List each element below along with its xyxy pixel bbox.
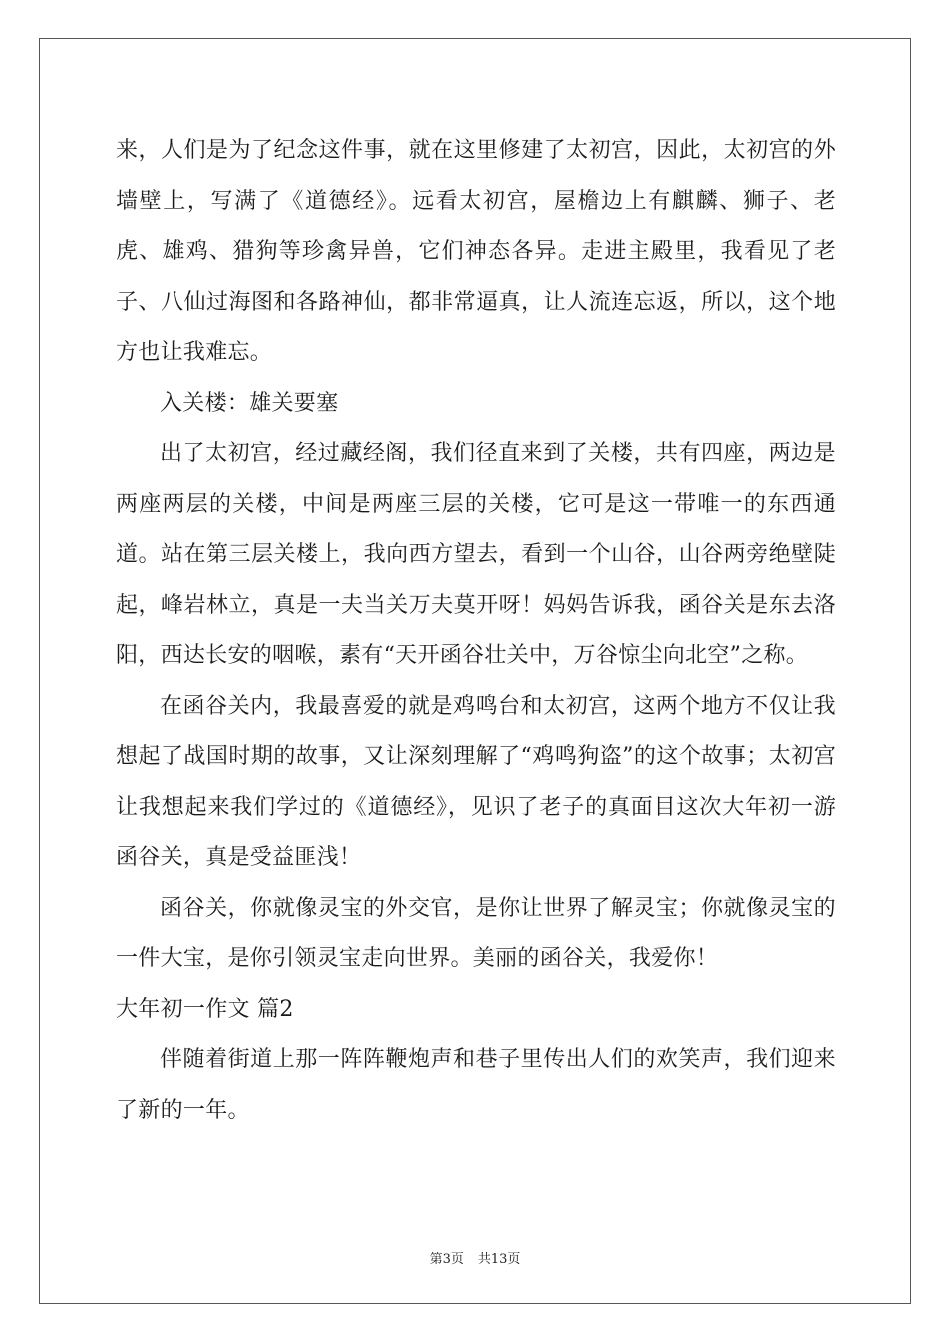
paragraph: 函谷关，你就像灵宝的外交官，是你让世界了解灵宝；你就像灵宝的一件大宝，是你引领灵宝走向世界。美丽的函谷关，我爱你！: [116, 895, 836, 971]
page-footer: [0, 1248, 950, 1267]
paragraph-continued: 来，人们是为了纪念这件事，就在这里修建了太初宫，因此，太初宫的外墙壁上，写满了《道德经》。远看太初宫，屋檐边上有麒麟、狮子、老虎、雄鸡、猎狗等珍禽异兽，它们神态各异。走进主殿里，我看见了老子、八仙过海图和各路神仙，都非常逼真，让人流连忘返，所以，这个地方也让我难忘。: [116, 138, 836, 365]
page-total: 共13页: [477, 1252, 521, 1267]
paragraph: 在函谷关内，我最喜爱的就是鸡鸣台和太初宫，这两个地方不仅让我想起了战国时期的故事，又让深刻理解了“鸡鸣狗盗”的这个故事；太初宫让我想起来我们学过的《道德经》，见识了老子的真面目这次大年初一游函谷关，真是受益匪浅！: [116, 693, 836, 870]
paragraph: 出了太初宫，经过藏经阁，我们径直来到了关楼，共有四座，两边是两座两层的关楼，中间是两座三层的关楼，它可是这一带唯一的东西通道。站在第三层关楼上，我向西方望去，看到一个山谷，山谷两旁绝壁陡起，峰岩林立，真是一夫当关万夫莫开呀！妈妈告诉我，函谷关是东去洛阳，西达长安的咽喉，素有“天开函谷壮关中，万谷惊尘向北空”之称。: [116, 441, 836, 668]
section-subheading: 入关楼：雄关要塞: [160, 390, 339, 416]
essay-heading: 大年初一作文 篇2: [116, 996, 294, 1022]
paragraph: 伴随着街道上那一阵阵鞭炮声和巷子里传出人们的欢笑声，我们迎来了新的一年。: [116, 1047, 836, 1123]
page-number: 第3页: [429, 1252, 464, 1267]
document-body: [116, 126, 836, 1136]
